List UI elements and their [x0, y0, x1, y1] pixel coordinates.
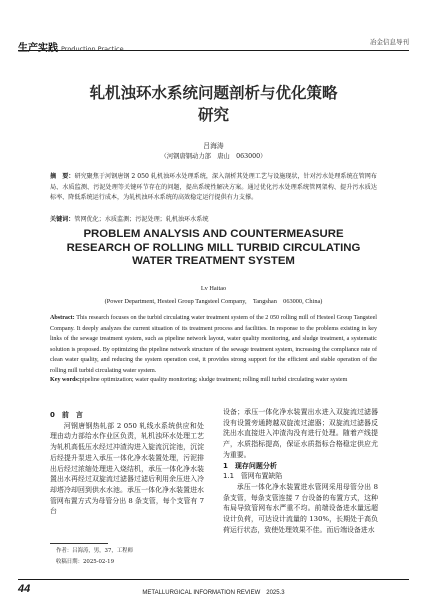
- abstract-cn-label: 摘 要：: [50, 173, 75, 180]
- footnote-rule: [50, 543, 108, 544]
- abstract-en-text: This research focuses on the turbid circulating water treatment system of the 2 050 rolling mill of Hesteel Group Tangsteel Company. It deeply analyzes the current situation of its treatment process and facilities. In response to the problems existing in key links of the sewage treatment system, such as pipeline network layout, water quality monitoring, and sludge treatment, a systematic solution is proposed. By optimizing the pipeline network structure of the sewage treatment system, increasing the compliance rate of clean water quality, and reducing the system operation cost, it provides strong support for the efficient and stable operation of the rolling mill turbid circulating water system.: [50, 315, 377, 374]
- title-en-line-2: RESEARCH OF ROLLING MILL TURBID CIRCULATING: [66, 241, 361, 254]
- author-en: Lv Haitao: [200, 285, 227, 292]
- journal-name-footer: METALLURGICAL INFORMATION REVIEW 2025.3: [142, 590, 285, 596]
- keywords-en-text: pipeline optimization; water quality monitoring; sludge treatment; rolling mill turbid circulating water system: [79, 377, 348, 383]
- abstract-en: [50, 313, 377, 377]
- article-title-cn: [0, 82, 427, 126]
- body-column-right: [223, 407, 378, 535]
- keywords-en-label: Key words:: [50, 377, 80, 383]
- article-title-en: [0, 228, 427, 269]
- header-rule: [18, 50, 409, 51]
- footer-rule: [18, 579, 409, 580]
- title-en-line-1: PROBLEM ANALYSIS AND COUNTERMEASURE: [83, 228, 344, 240]
- section-header: [18, 36, 124, 55]
- title-cn-line-2: 研究: [197, 106, 229, 124]
- keywords-cn-text: 管网优化；水质监测；污泥处理；轧机浊环水系统: [74, 216, 209, 223]
- abstract-cn-text: 研究聚焦于河钢唐钢 2 050 轧机浊环水处理系统，深入剖析其处理工艺与设施现状，针对污水处理系统在管网布局、水质监测、污泥处理等关键环节存在的问题，提出系统性解决方案。通过优化污水处理系统管网架构、提升污水质达标率、降低系统运行成本，为轧机浊环水系统的高效稳定运行提供有力支撑。: [50, 173, 377, 202]
- right-paragraph-1: 设备；承压一体化净水装置出水进入双旋流过滤器没有设置旁通跨越双旋流过滤器；双旋流过滤器反洗出水直接进入冲渣沟没有进行处理。随着产线提产，水质指标提高，保证水质指标合格稳定供应尤为重要。: [223, 408, 378, 459]
- abstract-cn: [50, 172, 377, 204]
- affiliation-en: (Power Department, Hesteel Group Tangsteel Company, Tangshan 063000, China): [104, 298, 323, 305]
- keywords-cn: [50, 214, 377, 223]
- right-paragraph-2: 承压一体化净水装置进水管网采用母管分出 8 条支管，每条支管连接 7 台设备的布置方式，这种布局导致管网布水严重不均。前端设备进水量远超设计负荷，可达设计流量的 130%，长期处于高负荷运行状态，致使处理效果不佳。而后端设备进水: [223, 482, 378, 534]
- title-en-line-3: WATER TREATMENT SYSTEM: [132, 255, 295, 267]
- section-1-1-heading: 1.1 管网布置缺陷: [223, 472, 283, 481]
- footnote-received: 收稿日期：2025-02-19: [56, 559, 115, 565]
- body-column-left: [50, 410, 204, 517]
- keywords-en: [50, 377, 377, 383]
- section-0-paragraph: 河钢唐钢热轧部 2 050 轧线水系统供应和处理由动力部给水作业区负责，轧机浊环水处理工艺为轧机高低压水经过冲渣沟进入旋流沉淀池，沉淀后经提升泵进入承压一体化净水装置处理，污泥排出后经过浓缩处理进入烧结机，承压一体化净水装置出水再经过双旋流过滤器过滤后利用余压进入冷却塔冷却回到供水水池。承压一体化净水装置进水管网布置方式为母管分出 8 条支管，每个支管有 7 台: [50, 421, 204, 516]
- affiliation-cn: （河钢唐钢动力部 唐山 063000）: [160, 153, 267, 160]
- abstract-en-label: Abstract:: [50, 315, 75, 321]
- section-1-heading: 1 现存问题分析: [223, 461, 277, 470]
- footnote-author: 作者：吕海涛，男，37，工程师: [56, 548, 133, 554]
- section-label-en: Production Practice: [61, 45, 124, 53]
- page-number: 44: [18, 583, 31, 595]
- section-0-heading: 0 前 言: [50, 411, 83, 419]
- keywords-cn-label: 关键词：: [50, 216, 75, 223]
- title-cn-line-1: 轧机浊环水系统问题剖析与优化策略: [89, 84, 338, 102]
- journal-name-header: 冶金信息导刊: [370, 38, 409, 46]
- section-label-cn: 生产实践: [18, 43, 58, 54]
- author-cn: 吕海涛: [203, 142, 224, 150]
